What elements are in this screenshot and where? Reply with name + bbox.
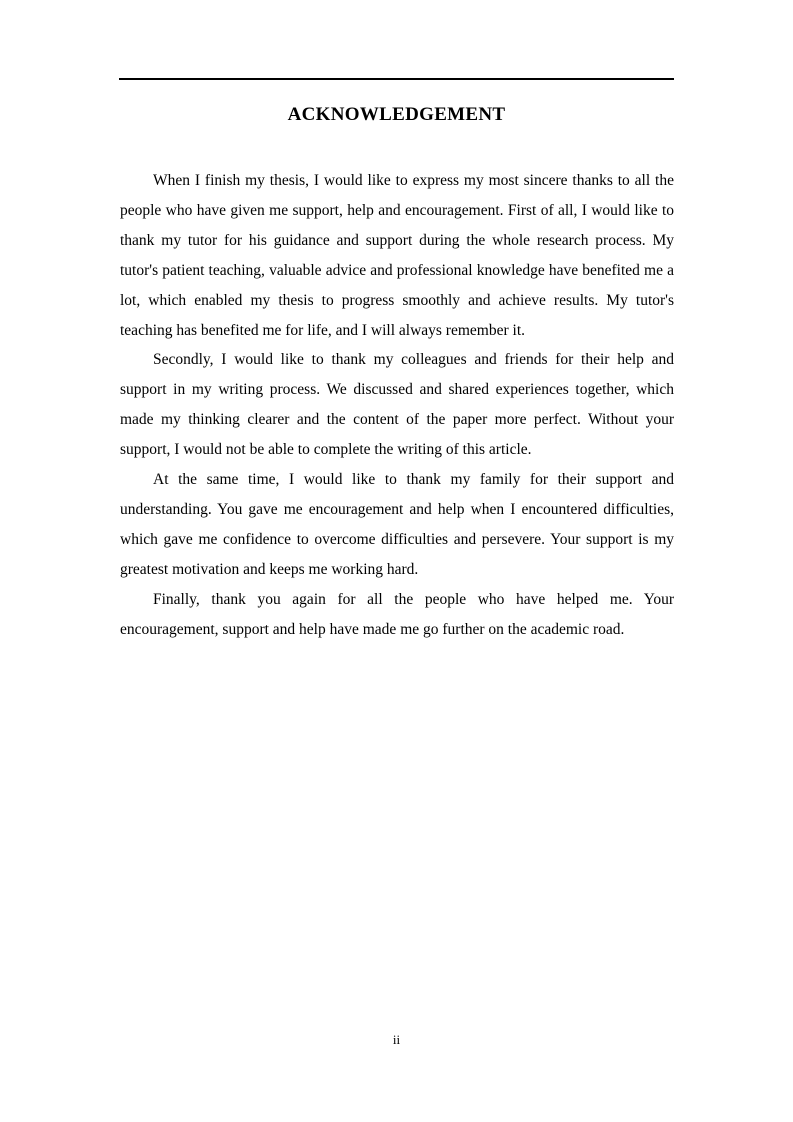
- paragraph-2: Secondly, I would like to thank my colleagues and friends for their help and support in my writing process. We discussed and shared experiences together, which made my thinking clearer and the content of the paper more perfect. Without your support, I would not be able to complete the writing of this article.: [120, 351, 674, 459]
- header-rule: [119, 78, 674, 80]
- page-title: ACKNOWLEDGEMENT: [287, 104, 506, 125]
- document-body: [120, 166, 674, 645]
- paragraph-4: Finally, thank you again for all the people who have helped me. Your encouragement, support and help have made me go further on the academic road.: [120, 590, 674, 638]
- paragraph-1: When I finish my thesis, I would like to express my most sincere thanks to all the people who have given me support, help and encouragement. First of all, I would like to thank my tutor for his guidance and support during the whole research process. My tutor's patient teaching, valuable advice and professional knowledge have benefited me a lot, which enabled my thesis to progress smoothly and achieve results. My tutor's teaching has benefited me for life, and I will always remember it.: [120, 172, 674, 339]
- page-number: ii: [392, 1032, 401, 1047]
- paragraph-3: At the same time, I would like to thank my family for their support and understanding. You gave me encouragement and help when I encountered difficulties, which gave me confidence to overcome difficulties and persevere. Your support is my greatest motivation and keeps me working hard.: [120, 471, 674, 578]
